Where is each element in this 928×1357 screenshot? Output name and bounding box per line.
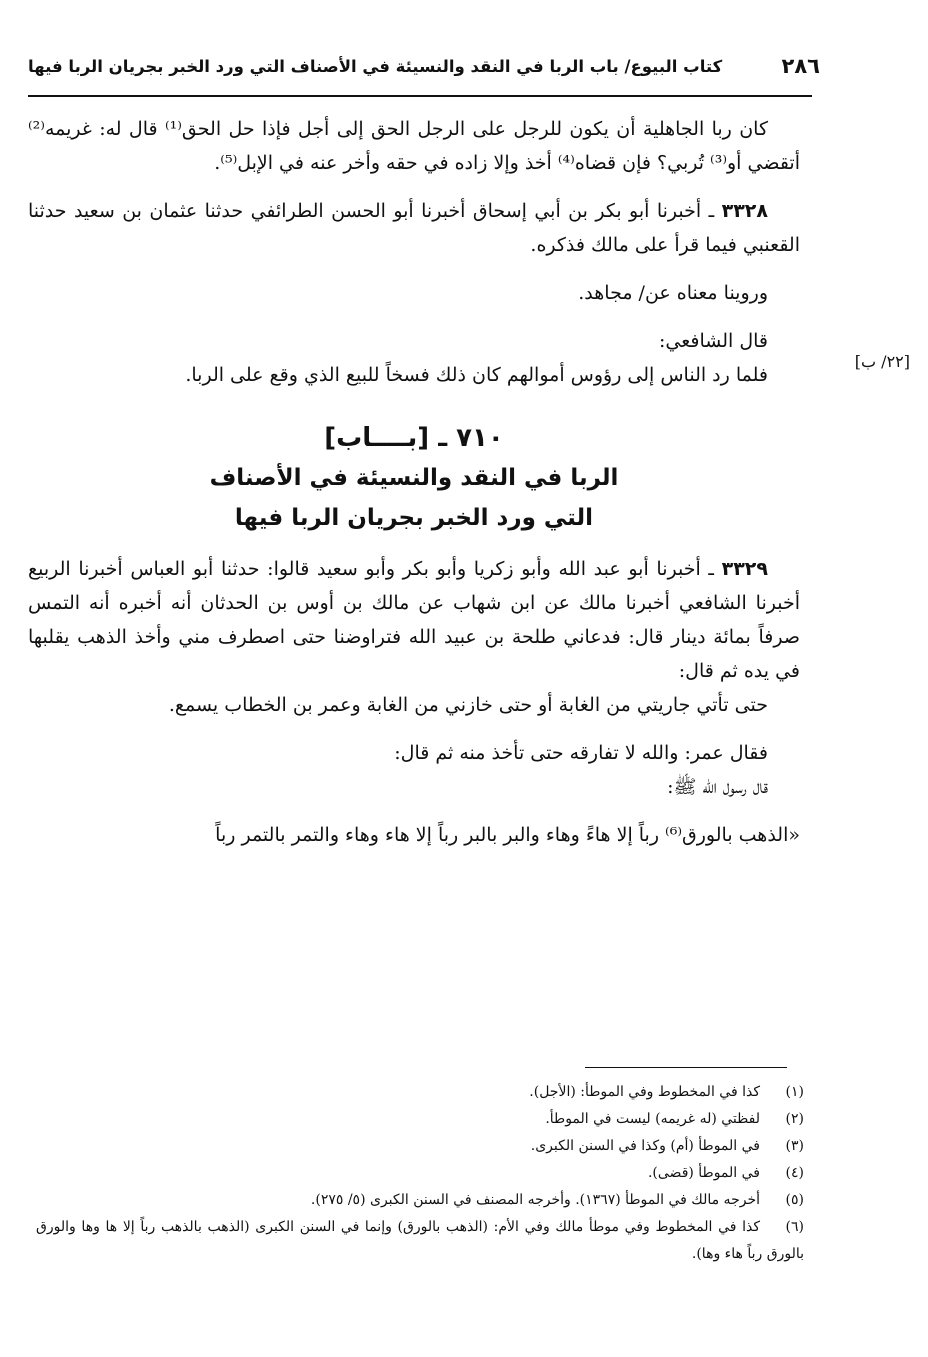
- footnote-number: (٦): [785, 1219, 804, 1235]
- footnotes: [36, 1079, 804, 1268]
- hadith-text: ـ أخبرنا أبو عبد الله وأبو زكريا وأبو بكر وأبو سعيد قالوا: حدثنا أبو العباس أخبرنا الربيع أخبرنا الشافعي أخبرنا مالك عن ابن شهاب عن مالك بن أوس بن الحدثان أنه أخبره أنه التمس صرفاً بمائة دينار قال: فدعاني طلحة بن عبيد الله فتراوضنا حتى اصطرف مني وأخذ الذهب يقلبها في يده ثم قال:: [28, 558, 800, 682]
- running-header: [28, 46, 820, 86]
- footnote-text: في الموطأ (أم) وكذا في السنن الكبرى.: [530, 1138, 760, 1154]
- footnote: [36, 1079, 804, 1106]
- footnote: [36, 1160, 804, 1187]
- footnote-text: في الموطأ (قضى).: [647, 1165, 760, 1181]
- paragraph-text: قال رسول الله ﷺ:: [667, 776, 768, 798]
- paragraph-shafii-heading: [28, 324, 800, 358]
- footnote-rule: [585, 1067, 787, 1068]
- footnote: [36, 1214, 804, 1268]
- footnote-text: لفظتي (له غريمه) ليست في الموطأ.: [545, 1111, 760, 1127]
- paragraph-text: حتى تأتي جاريتي من الغابة أو حتى خازني من الغابة وعمر بن الخطاب يسمع.: [168, 694, 768, 716]
- footnote: [36, 1187, 804, 1214]
- header-rule: [28, 95, 812, 97]
- paragraph-text: كان ربا الجاهلية أن يكون للرجل على الرجل الحق إلى أجل فإذا حل الحق⁽¹⁾ قال له: غريمه⁽²⁾ أتقضي أو⁽³⁾ تُربي؟ فإن قضاه⁽⁴⁾ أخذ وإلا زاده في حقه وأخر عنه في الإبل⁽⁵⁾.: [28, 118, 800, 174]
- page-number: ٢٨٦: [781, 54, 820, 78]
- main-text: [28, 112, 800, 852]
- paragraph-dhahab: [28, 818, 800, 852]
- paragraph-rawayna: [28, 276, 800, 310]
- hadith-number: ٣٣٢٩: [721, 558, 768, 580]
- manuscript-folio-note: [٢٢/ ب]: [854, 352, 910, 371]
- footnote-number: (٢): [785, 1111, 804, 1127]
- paragraph-shafii: [28, 358, 800, 392]
- footnote: [36, 1106, 804, 1133]
- paragraph-text: «الذهب بالورق⁽⁶⁾ رباً إلا هاءً وهاء والبر بالبر رباً إلا هاء وهاء والتمر بالتمر رباً: [215, 824, 800, 846]
- running-title: كتاب البيوع/ باب الربا في النقد والنسيئة في الأصناف التي ورد الخبر بجريان الربا فيها: [28, 56, 723, 76]
- footnote-text: كذا في المخطوط وفي موطأ مالك وفي الأم: (الذهب بالورق) وإنما في السنن الكبرى (الذهب بالذهب رباً إلا ها وها والورق بالورق رباً هاء وها).: [36, 1219, 804, 1262]
- paragraph-text: وروينا معناه عن/ مجاهد.: [578, 282, 768, 304]
- footnote-number: (٣): [785, 1138, 804, 1154]
- footnote-number: (٥): [785, 1192, 804, 1208]
- footnote: [36, 1133, 804, 1160]
- chapter-number: ٧١٠ ـ [بــــاب]: [324, 423, 504, 453]
- chapter-heading: [28, 418, 800, 538]
- paragraph-text: فلما رد الناس إلى رؤوس أموالهم كان ذلك فسخاً للبيع الذي وقع على الربا.: [185, 364, 768, 386]
- hadith-number: ٣٣٢٨: [721, 200, 768, 222]
- paragraph-text: فقال عمر: والله لا تفارقه حتى تأخذ منه ثم قال:: [394, 742, 768, 764]
- paragraph-riba-jahiliyya: [28, 112, 800, 180]
- hadith-3328: [28, 194, 800, 262]
- paragraph-text: قال الشافعي:: [658, 330, 768, 352]
- chapter-title-line-2: التي ورد الخبر بجريان الربا فيها: [234, 505, 594, 531]
- footnote-number: (١): [785, 1084, 804, 1100]
- footnote-text: أخرجه مالك في الموطأ (١٣٦٧). وأخرجه المصنف في السنن الكبرى (٥/ ٢٧٥).: [310, 1192, 760, 1208]
- paragraph-hatta: [28, 688, 800, 722]
- footnote-text: كذا في المخطوط وفي الموطأ: (الأجل).: [529, 1084, 760, 1100]
- chapter-title-line-1: الربا في النقد والنسيئة في الأصناف: [209, 465, 619, 491]
- paragraph-rasul: [28, 770, 800, 804]
- footnote-number: (٤): [785, 1165, 804, 1181]
- paragraph-umar: [28, 736, 800, 770]
- hadith-3329: [28, 552, 800, 688]
- hadith-text: ـ أخبرنا أبو بكر بن أبي إسحاق أخبرنا أبو الحسن الطرائفي حدثنا عثمان بن سعيد حدثنا القعنبي فيما قرأ على مالك فذكره.: [28, 200, 800, 256]
